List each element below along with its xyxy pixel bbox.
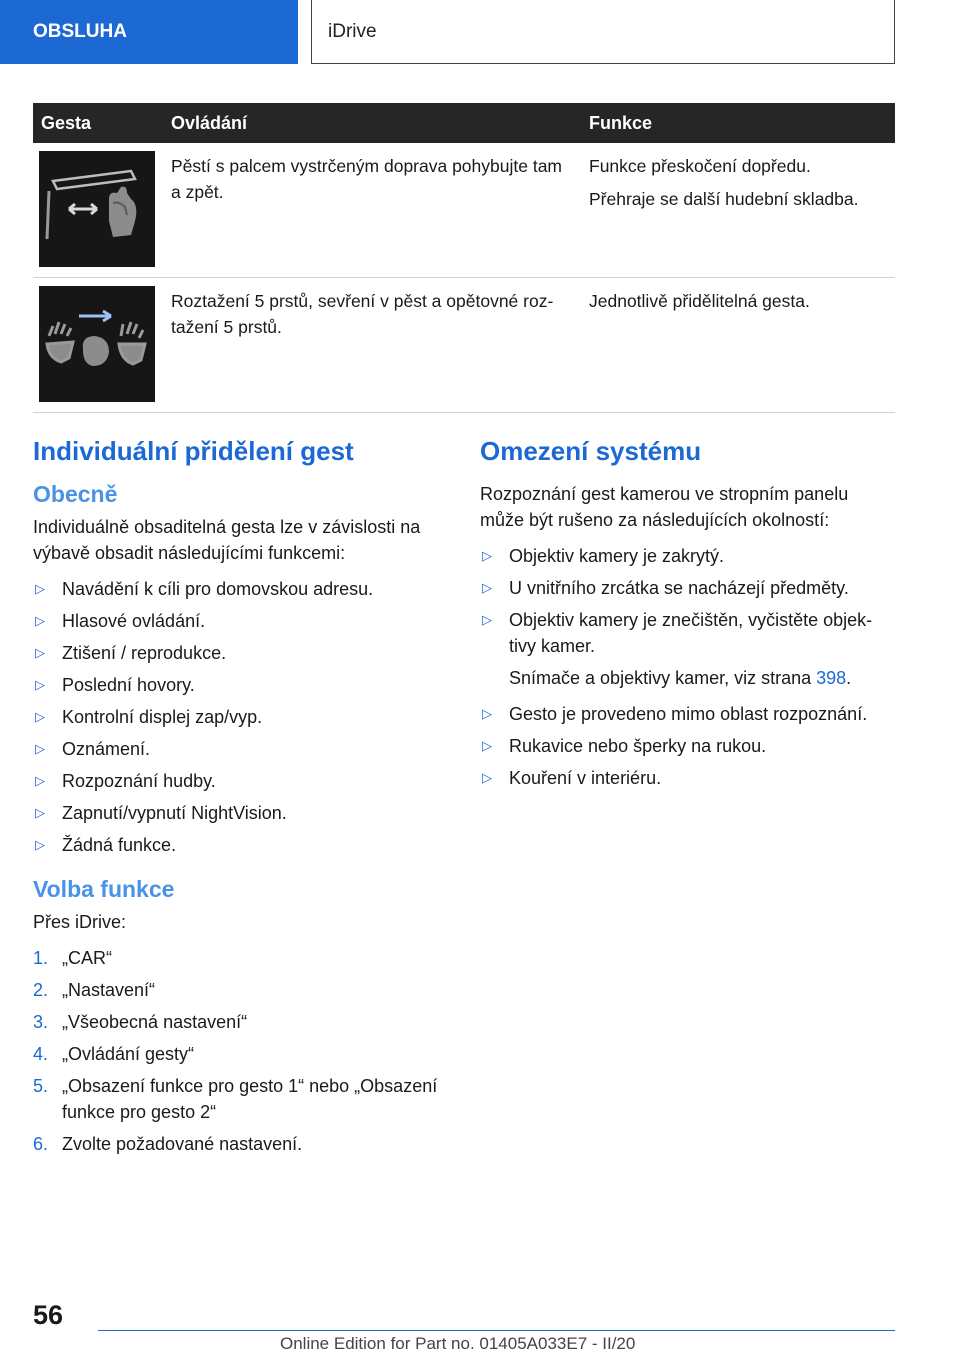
subsection-heading-general: Obecně <box>33 481 118 507</box>
triangle-bullet-icon: ▷ <box>482 580 492 595</box>
column-header-control: Ovládání <box>163 103 581 143</box>
footer-edition: Online Edition for Part no. 01405A033E7 - II/20 <box>280 1334 636 1353</box>
triangle-bullet-icon: ▷ <box>482 612 492 627</box>
list-item: ▷ Gesto je provedeno mimo oblast rozpoznání. <box>480 701 892 727</box>
list-item: ▷ Žádná funkce. <box>33 832 445 858</box>
gesture-table <box>33 103 895 413</box>
control-cell: Roztažení 5 prstů, sevření v pěst a opětovné roz‐tažení 5 prstů. <box>163 278 581 413</box>
function-text: Jednotlivě přidělitelná gesta. <box>589 291 810 311</box>
list-item: ▷ Zapnutí/vypnutí NightVision. <box>33 800 445 826</box>
list-item: ▷ Rozpoznání hudby. <box>33 768 445 794</box>
triangle-bullet-icon: ▷ <box>35 645 45 660</box>
step-number: 3. <box>33 1012 49 1032</box>
select-intro: Přes iDrive: <box>33 912 127 932</box>
triangle-bullet-icon: ▷ <box>35 677 45 692</box>
triangle-bullet-icon: ▷ <box>482 548 492 563</box>
function-cell <box>581 278 895 413</box>
step-item: 6. Zvolte požadované nastavení. <box>33 1131 445 1157</box>
function-text: Přehraje se další hudební skladba. <box>589 189 859 209</box>
list-item: ▷ Rukavice nebo šperky na rukou. <box>480 733 892 759</box>
footer-divider <box>98 1330 895 1331</box>
chapter-tab <box>311 0 895 64</box>
spread-fingers-gesture-icon <box>39 286 155 402</box>
gesture-image-cell <box>33 278 163 413</box>
control-cell: Pěstí s palcem vystrčeným doprava pohybujte tam a zpět. <box>163 143 581 278</box>
list-item: ▷ Kontrolní displej zap/vyp. <box>33 704 445 730</box>
page-reference-link[interactable]: 398 <box>816 668 847 688</box>
list-item: ▷ Ztišení / reprodukce. <box>33 640 445 666</box>
section-heading: Omezení systému <box>480 436 702 466</box>
list-item: ▷ Poslední hovory. <box>33 672 445 698</box>
limitations-intro: Rozpoznání gest kamerou ve stropním panelu může být rušeno za následujících okolností: <box>480 484 849 530</box>
subsection-heading-select: Volba funkce <box>33 876 175 902</box>
page-number: 56 <box>33 1300 64 1330</box>
steps-list <box>33 945 445 1157</box>
list-item: ▷ Navádění k cíli pro domovskou adresu. <box>33 576 445 602</box>
table-row <box>33 278 895 413</box>
step-item: 5. „Obsazení funkce pro gesto 1“ nebo „Obsazení funkce pro gesto 2“ <box>33 1073 445 1125</box>
list-item: ▷ U vnitřního zrcátka se nacházejí předměty. <box>480 575 892 601</box>
step-item: 2. „Nastavení“ <box>33 977 445 1003</box>
assignable-functions-list <box>33 576 445 858</box>
gesture-image-cell <box>33 143 163 278</box>
function-text: Funkce přeskočení dopředu. <box>589 156 811 176</box>
general-intro: Individuálně obsaditelná gesta lze v závislosti na výbavě obsadit následujícími funkcemi: <box>33 517 421 563</box>
step-number: 1. <box>33 948 49 968</box>
thumb-swipe-gesture-icon <box>39 151 155 267</box>
triangle-bullet-icon: ▷ <box>482 770 492 785</box>
step-item: 1. „CAR“ <box>33 945 445 971</box>
triangle-bullet-icon: ▷ <box>35 741 45 756</box>
left-column <box>33 436 445 1163</box>
column-header-gesture: Gesta <box>33 103 163 143</box>
step-number: 6. <box>33 1134 49 1154</box>
step-item: 3. „Všeobecná nastavení“ <box>33 1009 445 1035</box>
camera-note: Snímače a objektivy kamer, viz strana 398. <box>509 668 852 688</box>
triangle-bullet-icon: ▷ <box>35 613 45 628</box>
step-number: 5. <box>33 1076 49 1096</box>
function-cell <box>581 143 895 278</box>
list-item: ▷ Hlasové ovládání. <box>33 608 445 634</box>
list-item: ▷ Kouření v interiéru. <box>480 765 892 791</box>
triangle-bullet-icon: ▷ <box>35 581 45 596</box>
triangle-bullet-icon: ▷ <box>35 773 45 788</box>
section-title: OBSLUHA <box>33 21 127 42</box>
column-header-function: Funkce <box>581 103 895 143</box>
right-column <box>480 436 892 809</box>
limitations-list-continued <box>480 701 892 791</box>
triangle-bullet-icon: ▷ <box>35 709 45 724</box>
list-item: ▷ Objektiv kamery je zakrytý. <box>480 543 892 569</box>
limitations-list <box>480 543 892 659</box>
triangle-bullet-icon: ▷ <box>482 738 492 753</box>
table-header-row <box>33 103 895 143</box>
step-item: 4. „Ovládání gesty“ <box>33 1041 445 1067</box>
list-item: ▷ Oznámení. <box>33 736 445 762</box>
table-row <box>33 143 895 278</box>
list-item: ▷ Objektiv kamery je znečištěn, vyčistěte objek‐tivy kamer. <box>480 607 892 659</box>
chapter-title: iDrive <box>328 20 377 42</box>
step-number: 2. <box>33 980 49 1000</box>
triangle-bullet-icon: ▷ <box>35 805 45 820</box>
step-number: 4. <box>33 1044 49 1064</box>
section-heading: Individuální přidělení gest <box>33 436 354 466</box>
triangle-bullet-icon: ▷ <box>35 837 45 852</box>
triangle-bullet-icon: ▷ <box>482 706 492 721</box>
section-tab <box>0 0 298 64</box>
